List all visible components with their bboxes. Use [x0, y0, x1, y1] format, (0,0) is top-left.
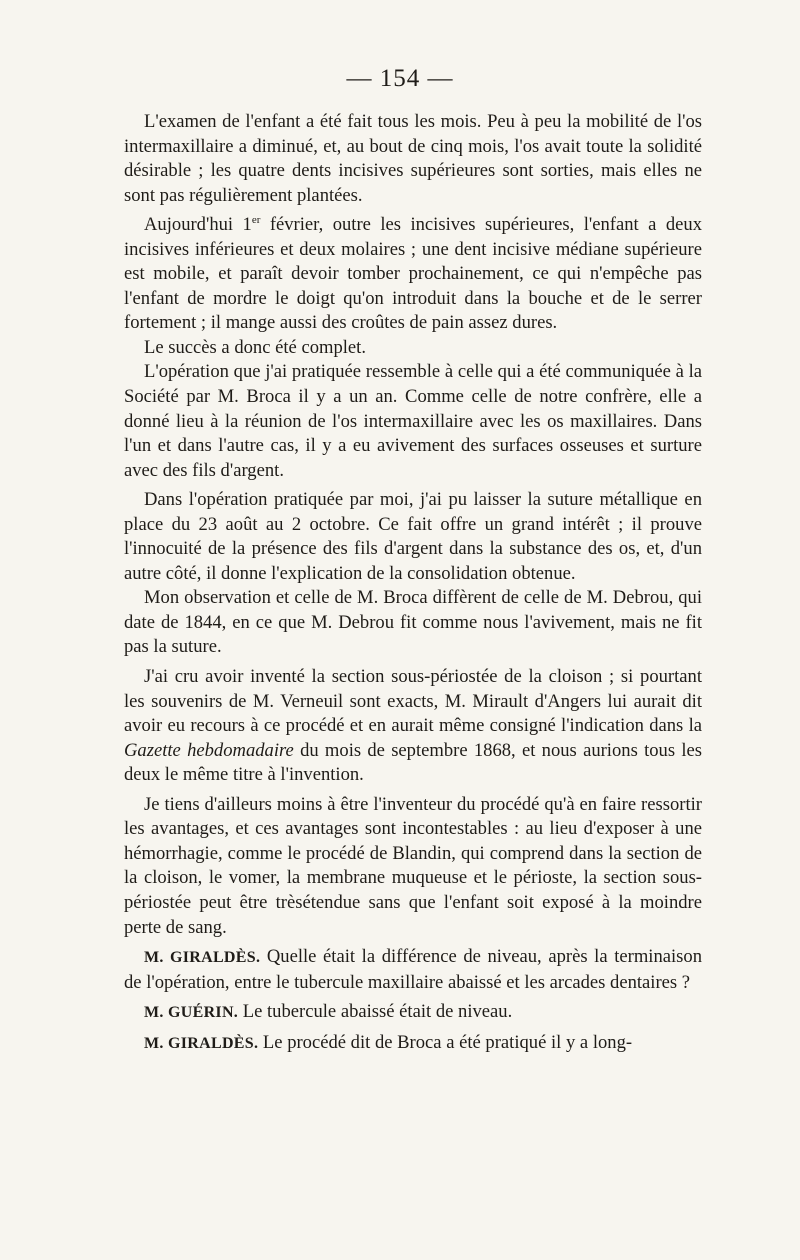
paragraph-aujourdhui-start: Aujourd'hui 1: [144, 214, 252, 236]
journal-title: Gazette hebdomadaire: [124, 739, 294, 761]
paragraph-operation: L'opération que j'ai pratiquée ressemble à celle qui a été communiquée à la Société par M. Broca il y a un an. Comme celle de notre confrère, elle a donné lieu à la réunion de l'os intermaxillaire avec les os maxillaires. Dans l'un et dans l'autre cas, il y a eu avivement des surfaces osseuses et surture avec des fils d'argent.: [124, 361, 702, 481]
paragraph-examen: L'examen de l'enfant a été fait tous les mois. Peu à peu la mobilité de l'os intermaxillaire a diminué, et, au bout de cinq mois, l'os avait toute la solidité désirable ; les quatre dents incisives supérieures sont sorties, mais elles ne sont pas régulièrement plantées.: [124, 111, 702, 206]
dialogue-text: Quelle était la différence de niveau, après la terminaison de l'opération, entre le tubercule maxillaire abaissé et les arcades dentaires ?: [124, 946, 702, 993]
dialogue-guerin-answer: [124, 1000, 702, 1026]
paragraph-succes: Le succès a donc été complet.: [144, 336, 366, 358]
paragraph-aujourdhui-rest: février, outre les incisives supérieures, l'enfant a deux incisives inférieures et deux molaires ; une dent incisive médiane supérieure est mobile, et paraît devoir tomber prochainement, ce qui n'empêche pas l'enfant de mordre le doigt qu'on introduit dans la bouche et de le serrer fortement ; il mange aussi des croûtes de pain assez dures.: [124, 214, 702, 334]
dialogue-giraldes-question: [124, 945, 702, 995]
paragraph-observation: Mon observation et celle de M. Broca diffèrent de celle de M. Debrou, qui date de 1844, en ce que M. Debrou fit comme nous l'avivement, mais ne fit pas la suture.: [124, 587, 702, 658]
ordinal-superscript: er: [251, 214, 261, 226]
paragraph-aujourdhui: [124, 213, 702, 336]
speaker-name: M. GIRALDÈS.: [144, 1034, 259, 1052]
page-number: — 154 —: [346, 65, 454, 92]
dialogue-giraldes-remark: [124, 1031, 702, 1057]
body-text: [124, 110, 702, 1056]
paragraph-invention-rest: du mois de septembre 1868, et nous aurions tous les deux le même titre à l'invention.: [124, 739, 702, 786]
dialogue-text: Le procédé dit de Broca a été pratiqué il y a long-: [258, 1031, 633, 1053]
paragraph-invention: [124, 665, 702, 788]
speaker-name: M. GUÉRIN.: [144, 1004, 239, 1022]
paragraph-avantages: Je tiens d'ailleurs moins à être l'inventeur du procédé qu'à en faire ressortir les avantages, et ces avantages sont incontestables : au lieu d'exposer à une hémorrhagie, comme le procédé de Blandin, qui comprend dans la section de la cloison, le vomer, la membrane muqueuse et le périoste, la section sous-périostée peut être trèsétendue sans que l'enfant soit exposé à la moindre perte de sang.: [124, 793, 702, 938]
speaker-name: M. GIRALDÈS.: [144, 949, 261, 967]
paragraph-invention-start: J'ai cru avoir inventé la section sous-périostée de la cloison ; si pourtant les souvenirs de M. Verneuil sont exacts, M. Mirault d'Angers lui aurait dit avoir eu recours à ce procédé et en aurait même consigné l'indication dans la: [124, 666, 702, 737]
dialogue-text: Le tubercule abaissé était de niveau.: [238, 1001, 513, 1023]
paragraph-suture: Dans l'opération pratiquée par moi, j'ai pu laisser la suture métallique en place du 23 août au 2 octobre. Ce fait offre un grand intérêt ; il prouve l'innocuité de la présence des fils d'argent dans la substance des os, et, d'un autre côté, il donne l'explication de la consolidation obtenue.: [124, 489, 702, 584]
